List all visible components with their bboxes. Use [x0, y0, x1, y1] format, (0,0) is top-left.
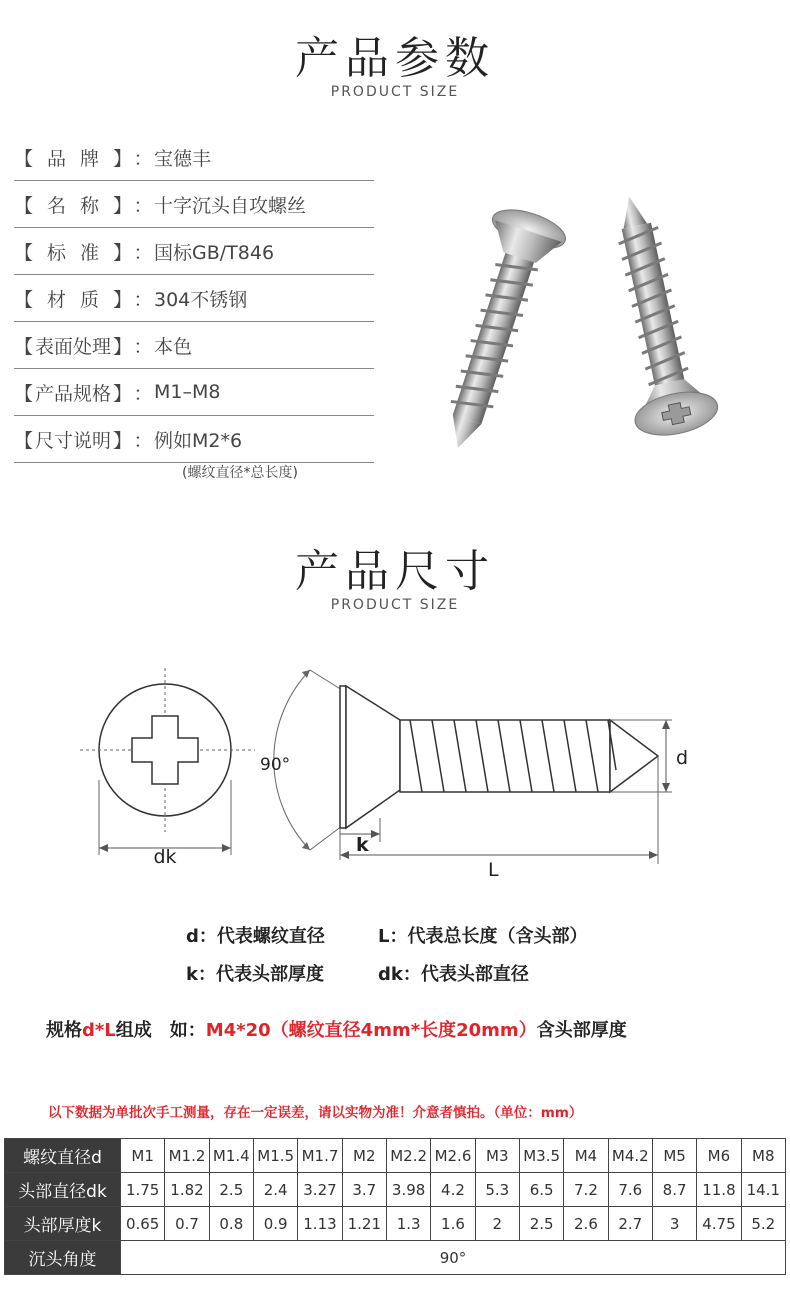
table-cell: 1.13 [298, 1207, 342, 1241]
table-cell: M3 [475, 1139, 519, 1173]
spec-label [14, 332, 132, 359]
section-subtitle-params: PRODUCT SIZE [330, 84, 460, 100]
label-angle: 90° [260, 755, 291, 775]
row-header: 螺纹直径d [5, 1139, 121, 1173]
spec-label-text: 材 [46, 288, 66, 311]
table-cell: 4.2 [431, 1173, 475, 1207]
table-cell: 7.2 [564, 1173, 608, 1207]
table-row [5, 1139, 786, 1173]
section-subtitle-size: PRODUCT SIZE [330, 597, 460, 613]
label-d: d [676, 747, 689, 769]
table-cell: M8 [741, 1139, 785, 1173]
table-cell: 5.3 [475, 1173, 519, 1207]
table-cell: M2.2 [386, 1139, 430, 1173]
spec-separator: ： [133, 288, 153, 311]
table-cell: 3.27 [298, 1173, 342, 1207]
spec-list [14, 134, 374, 463]
spec-value: 例如M2*6 [154, 429, 243, 452]
example-sample: M4*20（螺纹直径4mm*长度20mm） [205, 1020, 537, 1041]
table-cell: 14.1 [741, 1173, 785, 1207]
spec-label-text: 标 [46, 241, 66, 264]
table-cell: 0.8 [209, 1207, 253, 1241]
table-cell: 1.75 [121, 1173, 165, 1207]
spec-separator: ： [133, 194, 153, 217]
table-cell: 2.6 [564, 1207, 608, 1241]
table-cell: 8.7 [652, 1173, 696, 1207]
table-cell: 6.5 [519, 1173, 563, 1207]
spec-value: 国标GB/T846 [154, 241, 275, 264]
table-cell: M4 [564, 1139, 608, 1173]
table-cell: M1 [121, 1139, 165, 1173]
spec-label [14, 238, 132, 265]
table-cell: 2.5 [209, 1173, 253, 1207]
table-cell: 2 [475, 1207, 519, 1241]
measurement-warning: 以下数据为单批次手工测量，存在一定误差，请以实物为准！介意者慎拍。（单位：mm） [48, 1105, 583, 1121]
table-cell: 4.75 [697, 1207, 741, 1241]
spec-note: (螺纹直径*总长度) [182, 465, 298, 481]
table-cell: 0.7 [165, 1207, 209, 1241]
table-cell: M6 [697, 1139, 741, 1173]
spec-label-text: 产品规格 [34, 382, 111, 405]
row-header: 头部厚度k [5, 1207, 121, 1241]
section-title-size: 产品尺寸 [295, 546, 495, 597]
row-header: 头部直径dk [5, 1173, 121, 1207]
row-header: 沉头角度 [5, 1241, 121, 1275]
spec-bracket-open: 【 [14, 147, 34, 170]
example-middle: 组成 如： [115, 1020, 206, 1041]
example-formula: d*L [82, 1020, 116, 1041]
size-table [4, 1138, 786, 1275]
table-cell: 1.3 [386, 1207, 430, 1241]
example-suffix: 含头部厚度 [536, 1020, 627, 1041]
table-cell: 7.6 [608, 1173, 652, 1207]
table-row [5, 1173, 786, 1207]
spec-label-text: 品 [46, 147, 66, 170]
legend-d: d：代表螺纹直径 [186, 926, 325, 947]
spec-label-text: 称 [79, 194, 99, 217]
table-cell: M2 [342, 1139, 386, 1173]
label-L: L [488, 859, 499, 881]
spec-label-text: 尺寸说明 [34, 429, 111, 452]
table-cell: M1.7 [298, 1139, 342, 1173]
table-row-angle [5, 1241, 786, 1275]
table-cell: 2.4 [253, 1173, 297, 1207]
spec-label [14, 191, 132, 218]
table-cell: 5.2 [741, 1207, 785, 1241]
table-cell: M3.5 [519, 1139, 563, 1173]
spec-row [14, 369, 374, 416]
table-cell: 1.21 [342, 1207, 386, 1241]
spec-row [14, 416, 374, 463]
spec-bracket-close: 】 [112, 382, 132, 405]
table-cell: 1.82 [165, 1173, 209, 1207]
legend-L: L：代表总长度（含头部） [378, 926, 588, 947]
table-cell: 11.8 [697, 1173, 741, 1207]
table-cell: M5 [652, 1139, 696, 1173]
table-cell: 0.9 [253, 1207, 297, 1241]
table-cell: 2.7 [608, 1207, 652, 1241]
spec-label [14, 379, 132, 406]
spec-label-text: 名 [46, 194, 66, 217]
spec-value: M1–M8 [154, 381, 221, 403]
spec-separator: ： [133, 335, 153, 358]
spec-bracket-close: 】 [112, 241, 132, 264]
table-cell: M1.2 [165, 1139, 209, 1173]
spec-bracket-close: 】 [112, 147, 132, 170]
screw-photo [440, 185, 760, 465]
spec-row [14, 134, 374, 181]
spec-label-text: 表面处理 [34, 335, 111, 358]
spec-value: 宝德丰 [154, 147, 212, 170]
table-cell: 1.6 [431, 1207, 475, 1241]
spec-bracket-close: 】 [112, 335, 132, 358]
table-cell: 2.5 [519, 1207, 563, 1241]
spec-label [14, 285, 132, 312]
spec-row [14, 322, 374, 369]
spec-label-text: 质 [79, 288, 99, 311]
spec-value: 本色 [154, 335, 193, 358]
example-prefix: 规格 [46, 1020, 82, 1041]
table-cell: 3.7 [342, 1173, 386, 1207]
screw-side-view [274, 670, 672, 864]
table-cell: M1.5 [253, 1139, 297, 1173]
head-top-view [80, 668, 255, 855]
spec-separator: ： [133, 382, 153, 405]
spec-separator: ： [133, 241, 153, 264]
spec-label-text: 准 [79, 241, 99, 264]
spec-bracket-close: 】 [112, 429, 132, 452]
spec-bracket-open: 【 [14, 429, 34, 452]
spec-label [14, 144, 132, 171]
spec-row [14, 228, 374, 275]
spec-label-text: 牌 [79, 147, 99, 170]
angle-value: 90° [121, 1241, 786, 1275]
spec-example [46, 1016, 627, 1042]
section-title-params: 产品参数 [295, 33, 495, 84]
legend-dk: dk：代表头部直径 [378, 964, 529, 985]
spec-value: 十字沉头自攻螺丝 [154, 194, 307, 217]
table-cell: M1.4 [209, 1139, 253, 1173]
table-cell: M2.6 [431, 1139, 475, 1173]
legend-k: k：代表头部厚度 [186, 964, 324, 985]
spec-bracket-open: 【 [14, 335, 34, 358]
spec-row [14, 275, 374, 322]
label-dk: dk [153, 846, 177, 868]
spec-bracket-close: 】 [112, 194, 132, 217]
table-cell: 3 [652, 1207, 696, 1241]
spec-separator: ： [133, 147, 153, 170]
label-k: k [356, 834, 369, 856]
table-row [5, 1207, 786, 1241]
spec-bracket-open: 【 [14, 382, 34, 405]
spec-bracket-open: 【 [14, 194, 34, 217]
table-cell: 3.98 [386, 1173, 430, 1207]
spec-value: 304不锈钢 [154, 288, 248, 311]
spec-bracket-open: 【 [14, 288, 34, 311]
spec-separator: ： [133, 429, 153, 452]
spec-label [14, 426, 132, 453]
table-cell: M4.2 [608, 1139, 652, 1173]
spec-bracket-close: 】 [112, 288, 132, 311]
spec-row [14, 181, 374, 228]
table-cell: 0.65 [121, 1207, 165, 1241]
spec-bracket-open: 【 [14, 241, 34, 264]
dimension-drawing [80, 650, 700, 890]
